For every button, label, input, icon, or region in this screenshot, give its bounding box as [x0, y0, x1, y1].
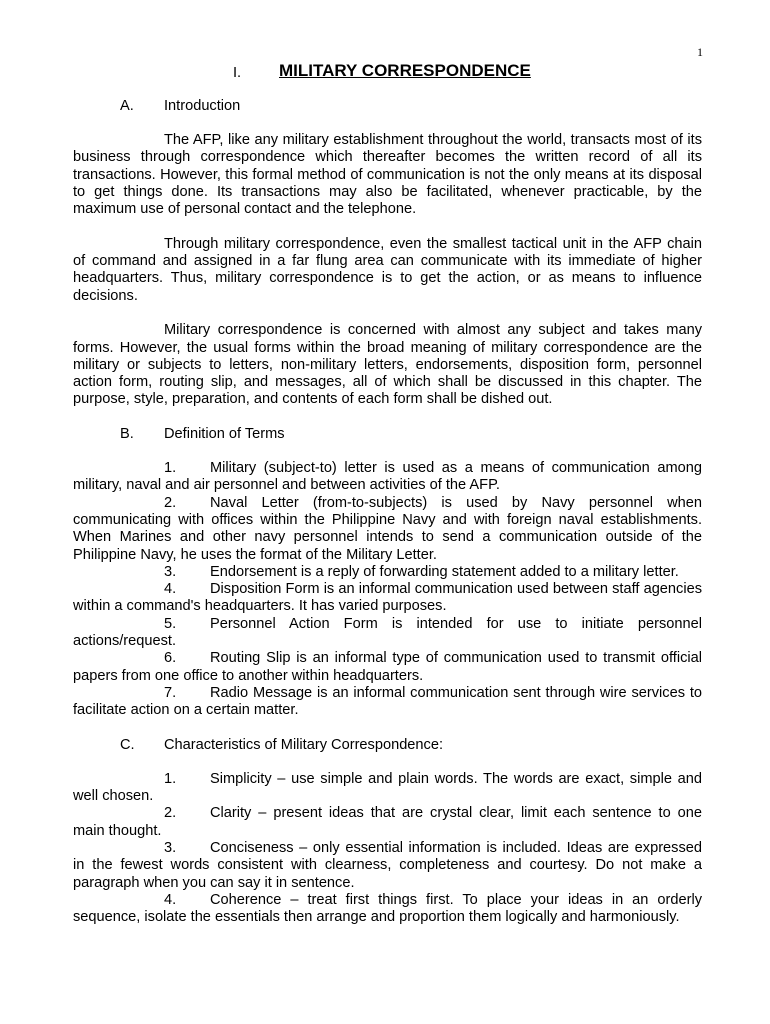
item-text: Routing Slip is an informal type of communication used to transmit official papers from one office to another within headquarters.: [73, 650, 702, 684]
item-number: 1.: [164, 460, 177, 477]
list-item: [73, 840, 702, 892]
item-number: 4.: [164, 581, 177, 598]
section-letter: B.: [120, 426, 134, 443]
paragraph: Military correspondence is concerned with almost any subject and takes many forms. However, the usual forms within the broad meaning of military correspondence are the military or subjects to letters, non-military letters, endorsements, disposition form, personnel action form, routing slip, and messages, all of which shall be discussed in this chapter. The purpose, style, preparation, and contents of each form shall be dished out.: [73, 322, 702, 408]
characteristics-list: [73, 771, 702, 927]
list-item: [73, 460, 702, 495]
definitions-list: [73, 460, 702, 719]
item-number: 1.: [164, 770, 177, 787]
item-number: 6.: [164, 650, 177, 667]
list-item: [73, 892, 702, 927]
section-title: Characteristics of Military Correspondence:: [164, 736, 444, 753]
page-number: 1: [697, 45, 703, 59]
item-text: Naval Letter (from-to-subjects) is used by Navy personnel when communicating with offices within the Philippine Navy and with foreign naval establishments. When Marines and other navy personnel intends to send a communication outside of the Philippine Navy, he uses the format of the Military Letter.: [73, 494, 702, 563]
item-text: Simplicity – use simple and plain words. The words are exact, simple and well chosen.: [73, 770, 702, 805]
list-item: [73, 771, 702, 806]
document-body: [73, 62, 702, 944]
item-number: 3.: [164, 839, 177, 856]
heading-number: I.: [233, 65, 242, 81]
section-title: Introduction: [164, 98, 241, 114]
paragraph: The AFP, like any military establishment throughout the world, transacts most of its business through correspondence which thereafter becomes the written record of all its transactions. However, this formal method of communication is not the only means at its disposal to get things done. Its transactions may also be facilitated, whenever practicable, by the maximum use of personal contact and the telephone.: [73, 132, 702, 218]
section-letter: A.: [120, 98, 134, 114]
page-title: MILITARY CORRESPONDENCE: [279, 61, 531, 80]
list-item: [73, 495, 702, 564]
item-text: Endorsement is a reply of forwarding statement added to a military letter.: [210, 563, 679, 580]
item-number: 7.: [164, 684, 177, 701]
section-heading-characteristics: [73, 737, 702, 754]
item-text: Clarity – present ideas that are crystal clear, limit each sentence to one main thought.: [73, 805, 702, 839]
list-item: [73, 581, 702, 616]
list-item: [73, 616, 702, 651]
item-text: Personnel Action Form is intended for use to initiate personnel actions/request.: [73, 615, 702, 650]
section-title: Definition of Terms: [164, 426, 285, 443]
item-number: 3.: [164, 563, 177, 580]
item-text: Coherence – treat first things first. To place your ideas in an orderly sequence, isolate the essentials then arrange and proportion them logically and harmoniously.: [73, 891, 702, 926]
paragraph: Through military correspondence, even the smallest tactical unit in the AFP chain of command and assigned in a far flung area can communicate with its immediate of higher headquarters. Thus, military correspondence is to get the action, or as means to influence decisions.: [73, 235, 702, 304]
section-heading-introduction: [73, 98, 702, 115]
section-letter: C.: [120, 736, 135, 753]
list-item: [73, 564, 702, 581]
item-text: Military (subject-to) letter is used as a means of communication among military, naval and air personnel and between activities of the AFP.: [73, 460, 702, 494]
item-text: Disposition Form is an informal communication used between staff agencies within a command's headquarters. It has varied purposes.: [73, 581, 702, 615]
list-item: [73, 685, 702, 720]
list-item: [73, 650, 702, 685]
item-number: 2.: [164, 494, 177, 511]
list-item: [73, 805, 702, 840]
item-number: 5.: [164, 615, 177, 632]
item-number: 4.: [164, 891, 177, 908]
item-text: Radio Message is an informal communication sent through wire services to facilitate action on a certain matter.: [73, 684, 702, 719]
section-heading-definitions: [73, 426, 702, 443]
item-number: 2.: [164, 805, 177, 822]
item-text: Conciseness – only essential information is included. Ideas are expressed in the fewest words consistent with clearness, completeness and courtesy. Do not make a paragraph when you can say it in sentence.: [73, 839, 702, 891]
document-heading: [73, 62, 702, 84]
